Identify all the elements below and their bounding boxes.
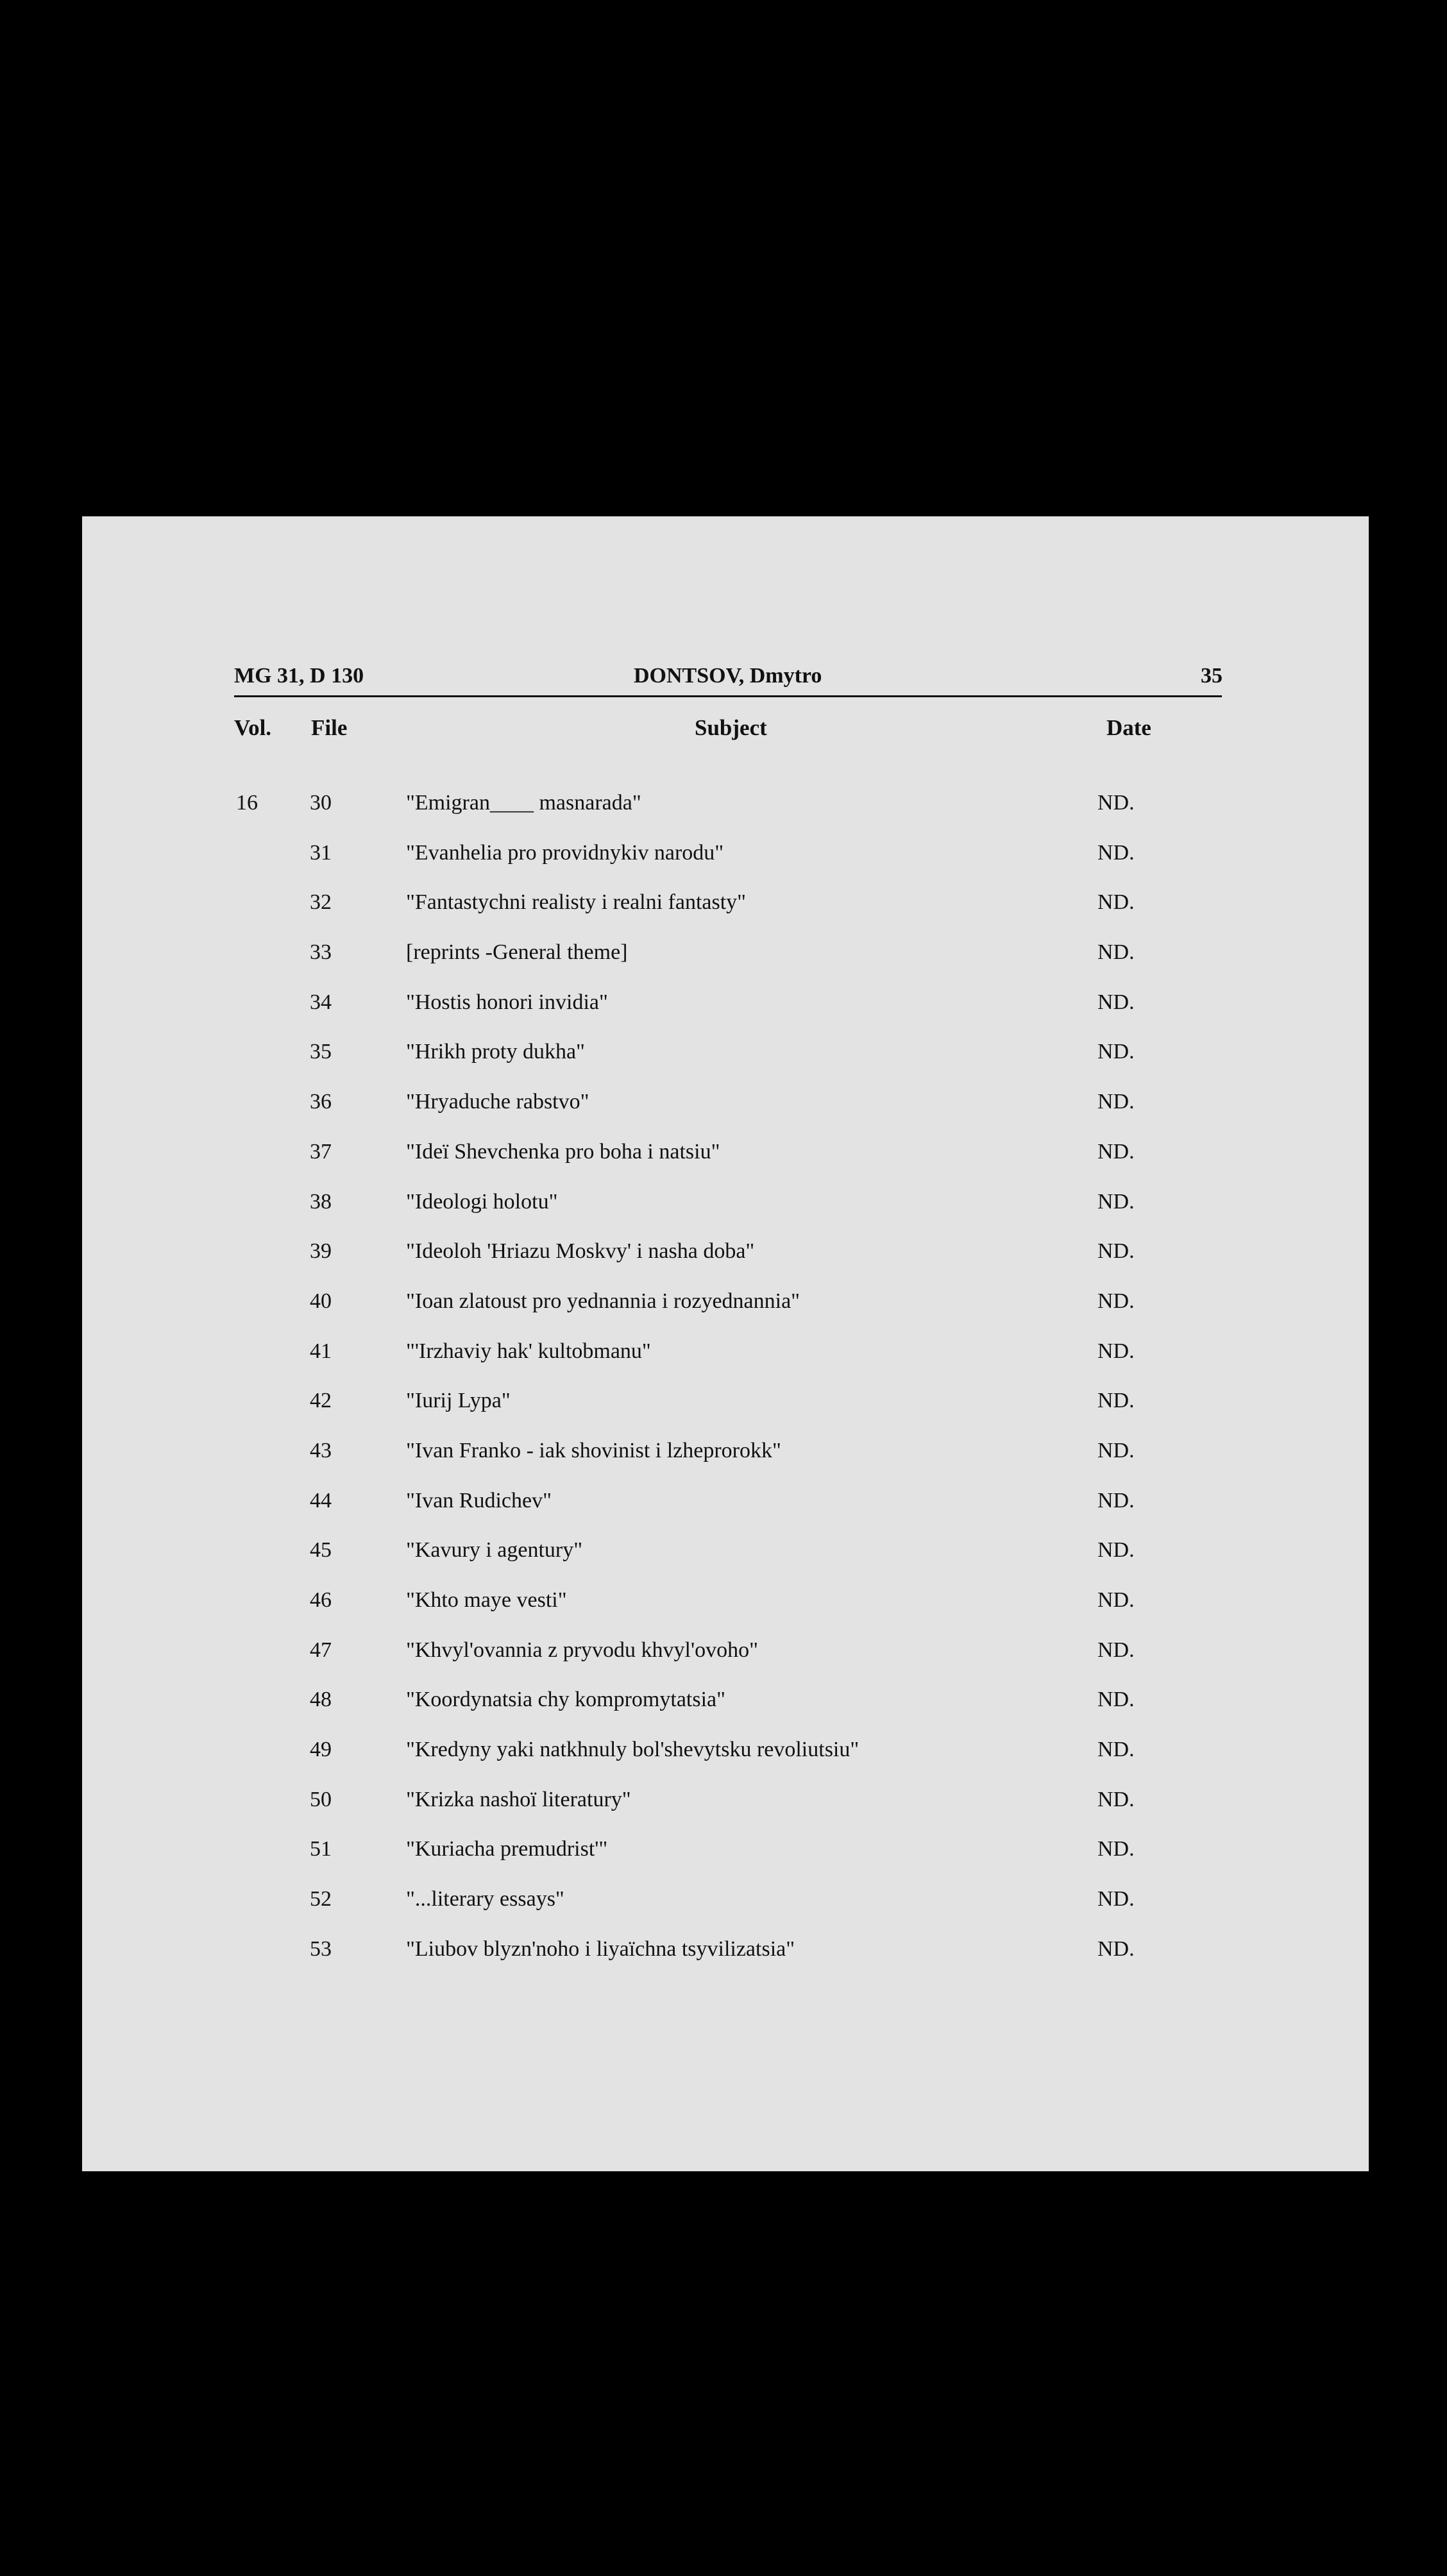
file-number-cell: 51 bbox=[310, 1837, 332, 1861]
table-row bbox=[82, 990, 1369, 1040]
table-row bbox=[82, 1489, 1369, 1539]
subject-cell: "...literary essays" bbox=[406, 1887, 564, 1911]
subject-cell: "Hostis honori invidia" bbox=[406, 990, 608, 1014]
file-number-cell: 38 bbox=[310, 1189, 332, 1214]
file-number-cell: 41 bbox=[310, 1339, 332, 1363]
table-row bbox=[82, 1887, 1369, 1937]
file-number-cell: 39 bbox=[310, 1239, 332, 1264]
file-number-cell: 36 bbox=[310, 1090, 332, 1114]
date-cell: ND. bbox=[1097, 1389, 1135, 1413]
column-header-vol: Vol. bbox=[234, 715, 272, 740]
subject-cell: "Iurij Lypa" bbox=[406, 1389, 511, 1413]
fonds-name: DONTSOV, Dmytro bbox=[634, 664, 822, 688]
subject-cell: [reprints -General theme] bbox=[406, 940, 628, 965]
file-number-cell: 48 bbox=[310, 1688, 332, 1712]
table-row bbox=[82, 1638, 1369, 1688]
date-cell: ND. bbox=[1097, 1936, 1135, 1961]
column-header-file: File bbox=[311, 715, 348, 740]
file-number-cell: 32 bbox=[310, 890, 332, 915]
date-cell: ND. bbox=[1097, 1139, 1135, 1164]
date-cell: ND. bbox=[1097, 1239, 1135, 1264]
date-cell: ND. bbox=[1097, 1438, 1135, 1462]
subject-cell: "Evanhelia pro providnykiv narodu" bbox=[406, 840, 724, 865]
date-cell: ND. bbox=[1097, 1040, 1135, 1064]
date-cell: ND. bbox=[1097, 1339, 1135, 1363]
table-row bbox=[82, 1140, 1369, 1190]
column-header-subject: Subject bbox=[695, 715, 767, 740]
date-cell: ND. bbox=[1097, 840, 1135, 865]
file-number-cell: 49 bbox=[310, 1738, 332, 1762]
file-number-cell: 42 bbox=[310, 1389, 332, 1413]
subject-cell: "Fantastychni realisty i realni fantasty" bbox=[406, 890, 747, 915]
subject-cell: "Liubov blyzn'noho i liyaïchna tsyvilizatsia" bbox=[406, 1936, 795, 1961]
subject-cell: "'Irzhaviy hak' kultobmanu" bbox=[406, 1339, 651, 1363]
table-row bbox=[82, 1289, 1369, 1339]
file-number-cell: 35 bbox=[310, 1040, 332, 1064]
table-row bbox=[82, 1837, 1369, 1887]
date-cell: ND. bbox=[1097, 1638, 1135, 1662]
date-cell: ND. bbox=[1097, 1289, 1135, 1313]
subject-cell: "Khto maye vesti" bbox=[406, 1588, 567, 1612]
subject-cell: "Ioan zlatoust pro yednannia i rozyednannia" bbox=[406, 1289, 800, 1313]
collection-reference: MG 31, D 130 bbox=[234, 664, 364, 688]
table-row bbox=[82, 1190, 1369, 1240]
file-number-cell: 30 bbox=[310, 791, 332, 815]
subject-cell: "Ideï Shevchenka pro boha i natsiu" bbox=[406, 1139, 720, 1164]
subject-cell: "Ideologi holotu" bbox=[406, 1189, 558, 1214]
date-cell: ND. bbox=[1097, 990, 1135, 1014]
subject-cell: "Ivan Franko - iak shovinist i lzheprorokk" bbox=[406, 1438, 781, 1462]
subject-cell: "Kuriacha premudrist'" bbox=[406, 1837, 608, 1861]
table-row bbox=[82, 1090, 1369, 1140]
table-row bbox=[82, 1788, 1369, 1838]
table-row bbox=[82, 940, 1369, 990]
date-cell: ND. bbox=[1097, 1738, 1135, 1762]
file-list bbox=[82, 791, 1369, 1987]
file-number-cell: 47 bbox=[310, 1638, 332, 1662]
date-cell: ND. bbox=[1097, 1887, 1135, 1911]
date-cell: ND. bbox=[1097, 1189, 1135, 1214]
file-number-cell: 53 bbox=[310, 1936, 332, 1961]
subject-cell: "Koordynatsia chy kompromytatsia" bbox=[406, 1688, 725, 1712]
subject-cell: "Hryaduche rabstvo" bbox=[406, 1090, 589, 1114]
table-row bbox=[82, 1937, 1369, 1987]
date-cell: ND. bbox=[1097, 1588, 1135, 1612]
subject-cell: "Kredyny yaki natkhnuly bol'shevytsku revoliutsiu" bbox=[406, 1738, 859, 1762]
header-rule bbox=[234, 695, 1222, 697]
date-cell: ND. bbox=[1097, 940, 1135, 965]
table-row bbox=[82, 1389, 1369, 1439]
date-cell: ND. bbox=[1097, 1837, 1135, 1861]
file-number-cell: 37 bbox=[310, 1139, 332, 1164]
table-row bbox=[82, 841, 1369, 891]
table-row bbox=[82, 1439, 1369, 1489]
subject-cell: "Khvyl'ovannia z pryvodu khvyl'ovoho" bbox=[406, 1638, 758, 1662]
subject-cell: "Kavury i agentury" bbox=[406, 1538, 583, 1563]
table-row bbox=[82, 1738, 1369, 1788]
date-cell: ND. bbox=[1097, 1488, 1135, 1513]
subject-cell: "Krizka nashoï literatury" bbox=[406, 1787, 631, 1811]
subject-cell: "Emigran____ masnarada" bbox=[406, 791, 641, 815]
page-number: 35 bbox=[1201, 664, 1223, 688]
document-page bbox=[82, 516, 1369, 2171]
file-number-cell: 34 bbox=[310, 990, 332, 1014]
table-row bbox=[82, 1040, 1369, 1090]
column-header-date: Date bbox=[1106, 715, 1151, 740]
subject-cell: "Ideoloh 'Hriazu Moskvy' i nasha doba" bbox=[406, 1239, 755, 1264]
file-number-cell: 50 bbox=[310, 1787, 332, 1811]
subject-cell: "Ivan Rudichev" bbox=[406, 1488, 552, 1513]
subject-cell: "Hrikh proty dukha" bbox=[406, 1040, 585, 1064]
table-row bbox=[82, 1538, 1369, 1588]
table-row bbox=[82, 1239, 1369, 1289]
date-cell: ND. bbox=[1097, 1090, 1135, 1114]
table-row bbox=[82, 890, 1369, 940]
file-number-cell: 44 bbox=[310, 1488, 332, 1513]
file-number-cell: 33 bbox=[310, 940, 332, 965]
date-cell: ND. bbox=[1097, 1538, 1135, 1563]
table-row bbox=[82, 1688, 1369, 1738]
table-row bbox=[82, 1339, 1369, 1389]
date-cell: ND. bbox=[1097, 1787, 1135, 1811]
date-cell: ND. bbox=[1097, 791, 1135, 815]
file-number-cell: 46 bbox=[310, 1588, 332, 1612]
file-number-cell: 40 bbox=[310, 1289, 332, 1313]
date-cell: ND. bbox=[1097, 1688, 1135, 1712]
date-cell: ND. bbox=[1097, 890, 1135, 915]
table-row bbox=[82, 1588, 1369, 1638]
file-number-cell: 43 bbox=[310, 1438, 332, 1462]
file-number-cell: 52 bbox=[310, 1887, 332, 1911]
table-row bbox=[82, 791, 1369, 841]
file-number-cell: 45 bbox=[310, 1538, 332, 1563]
file-number-cell: 31 bbox=[310, 840, 332, 865]
vol-cell: 16 bbox=[236, 791, 258, 815]
